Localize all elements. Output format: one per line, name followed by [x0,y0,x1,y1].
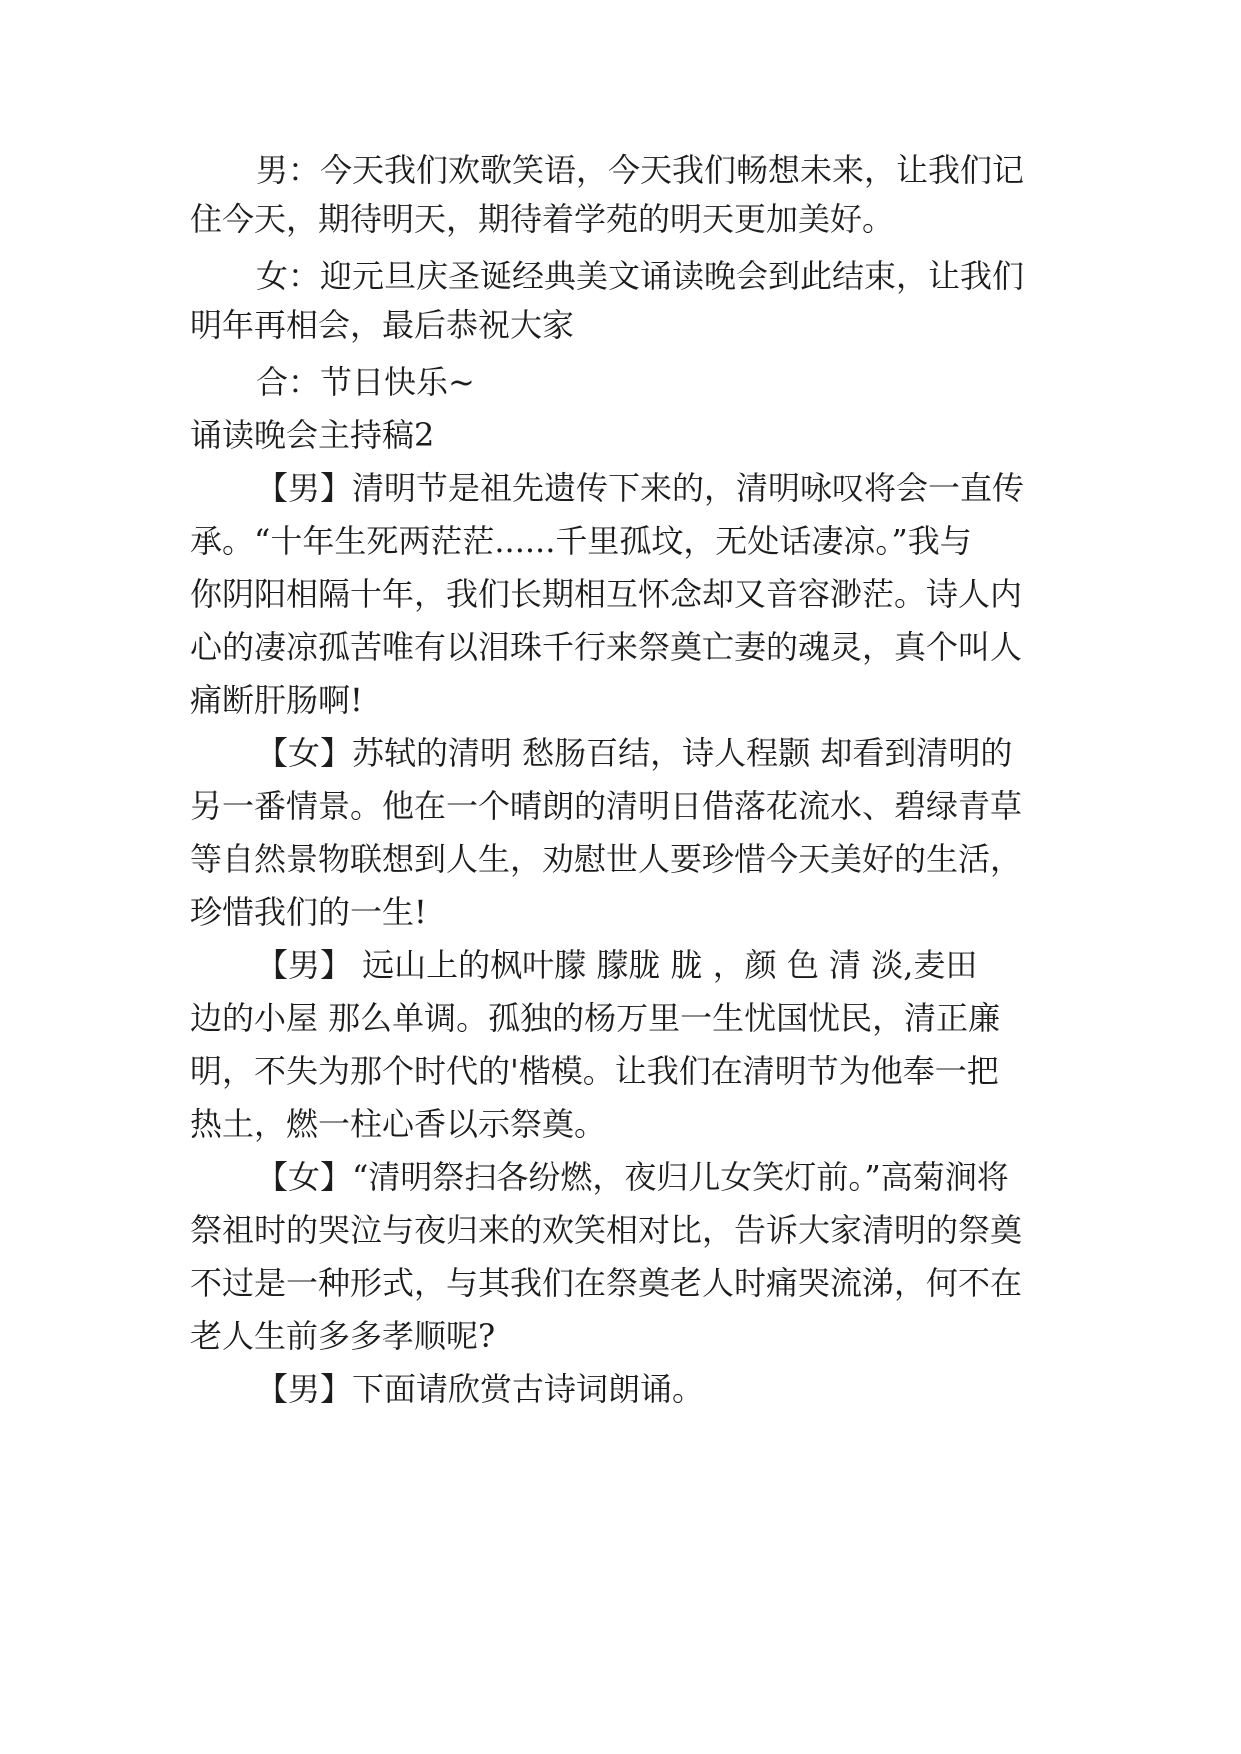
paragraph-line: 住今天，期待明天，期待着学苑的明天更加美好。 [190,200,895,238]
paragraph-line: 明，不失为那个时代的'楷模。让我们在清明节为他奉一把 [190,1052,999,1090]
paragraph-line: 珍惜我们的一生! [190,893,427,931]
paragraph-line: 另一番情景。他在一个晴朗的清明日借落花流水、碧绿青草 [190,787,1023,825]
paragraph-line: 男：今天我们欢歌笑语，今天我们畅想未来，让我们记 [256,151,1025,189]
paragraph-line: 热土，燃一柱心香以示祭奠。 [190,1105,607,1143]
paragraph-line: 【男】 远山上的枫叶朦 朦胧 胧 ，颜 色 清 淡,麦田 [256,946,978,984]
paragraph-line: 【男】下面请欣赏古诗词朗诵。 [256,1370,705,1408]
paragraph-line: 【女】苏轼的清明 愁肠百结，诗人程颢 却看到清明的 [256,734,1013,772]
section-heading: 诵读晚会主持稿2 [190,416,435,454]
paragraph-line: 女：迎元旦庆圣诞经典美文诵读晚会到此结束，让我们 [256,257,1025,295]
paragraph-line: 明年再相会，最后恭祝大家 [190,306,575,344]
paragraph-line: 合：节日快乐~ [256,363,475,401]
paragraph-line: 心的凄凉孤苦唯有以泪珠千行来祭奠亡妻的魂灵，真个叫人 [190,628,1023,666]
paragraph-line: 边的小屋 那么单调。孤独的杨万里一生忧国忧民，清正廉 [190,999,1001,1037]
paragraph-line: 祭祖时的哭泣与夜归来的欢笑相对比，告诉大家清明的祭奠 [190,1211,1023,1249]
paragraph-line: 承。“十年生死两茫茫......千里孤坟，无处话凄凉。”我与 [190,522,972,560]
paragraph-line: 【男】清明节是祖先遗传下来的，清明咏叹将会一直传 [256,469,1025,507]
paragraph-line: 老人生前多多孝顺呢? [190,1317,496,1355]
paragraph-line: 不过是一种形式，与其我们在祭奠老人时痛哭流涕，何不在 [190,1264,1023,1302]
paragraph-line: 等自然景物联想到人生，劝慰世人要珍惜今天美好的生活， [190,840,1023,878]
paragraph-line: 【女】“清明祭扫各纷燃，夜归儿女笑灯前。”高菊涧将 [256,1158,1009,1196]
paragraph-line: 痛断肝肠啊! [190,681,363,719]
paragraph-line: 你阴阳相隔十年，我们长期相互怀念却又音容渺茫。诗人内 [190,575,1023,613]
